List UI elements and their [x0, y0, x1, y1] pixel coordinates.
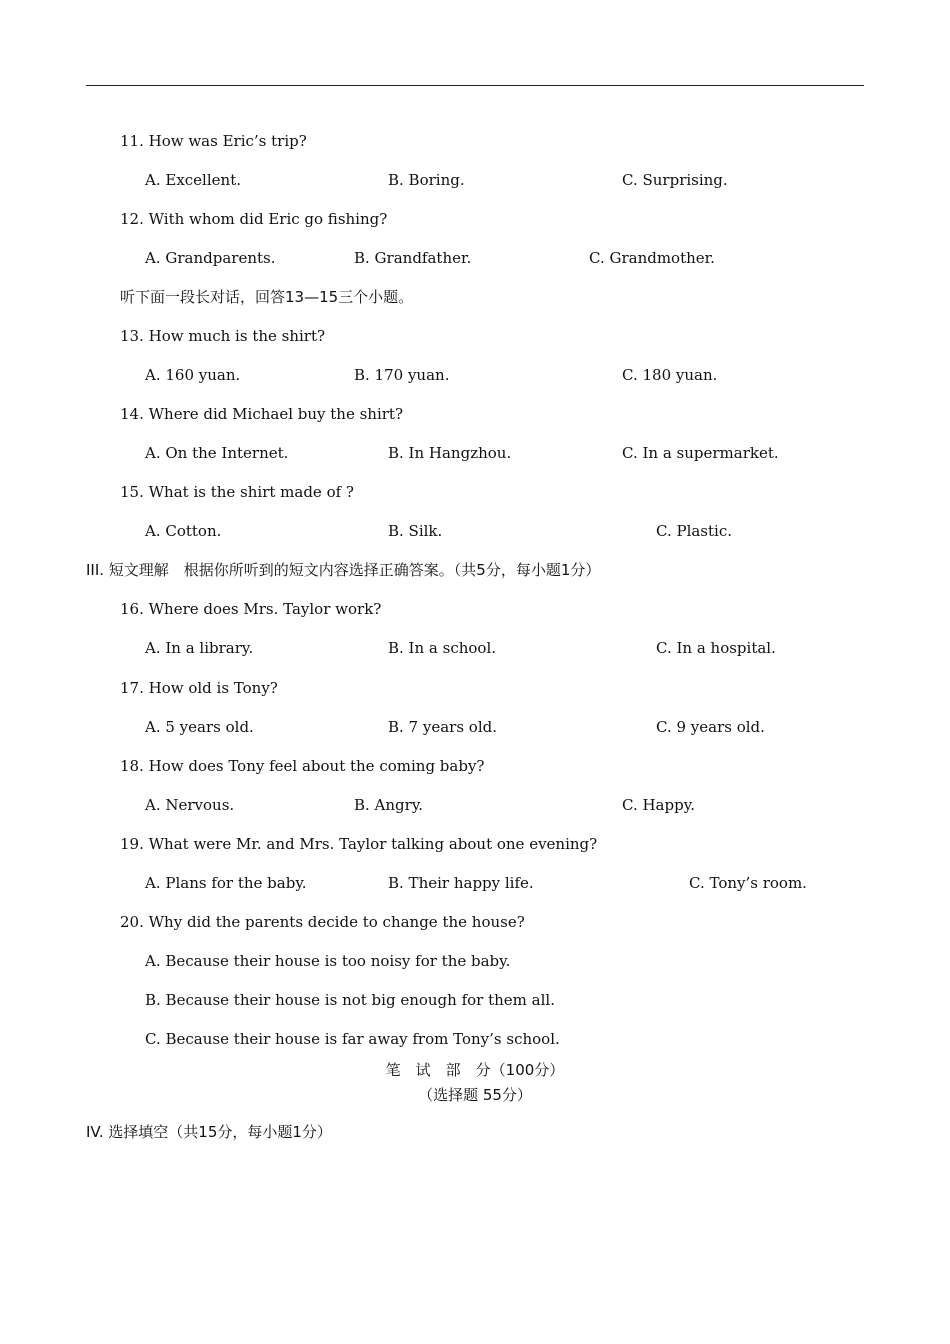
- q16-option-c: C. In a hospital.: [656, 639, 776, 657]
- q14-option-a: A. On the Internet.: [145, 444, 289, 462]
- q16-option-a: A. In a library.: [145, 639, 254, 657]
- q17-option-c: C. 9 years old.: [656, 718, 765, 736]
- q12-option-a: A. Grandparents.: [145, 249, 276, 267]
- q20-option-a: A. Because their house is too noisy for the baby.: [145, 952, 511, 970]
- q14-option-c: C. In a supermarket.: [622, 444, 779, 462]
- question-18: 18. How does Tony feel about the coming baby?: [120, 757, 485, 775]
- question-16: 16. Where does Mrs. Taylor work?: [120, 600, 382, 618]
- q13-option-a: A. 160 yuan.: [145, 366, 241, 384]
- question-19: 19. What were Mr. and Mrs. Taylor talking about one evening?: [120, 835, 598, 853]
- written-section-title: 笔 试 部 分（100分）: [385, 1061, 565, 1079]
- q17-option-a: A. 5 years old.: [145, 718, 254, 736]
- q15-option-a: A. Cotton.: [145, 522, 222, 540]
- question-13: 13. How much is the shirt?: [120, 327, 326, 345]
- question-11: 11. How was Eric’s trip?: [120, 132, 307, 150]
- q13-option-c: C. 180 yuan.: [622, 366, 718, 384]
- section-3-heading: III. 短文理解 根据你所听到的短文内容选择正确答案。（共5分，每小题1分）: [86, 561, 601, 579]
- q12-option-b: B. Grandfather.: [354, 249, 472, 267]
- question-12: 12. With whom did Eric go fishing?: [120, 210, 388, 228]
- q18-option-c: C. Happy.: [622, 796, 695, 814]
- long-dialogue-instruction: 听下面一段长对话，回答13—15三个小题。: [120, 288, 414, 306]
- q17-option-b: B. 7 years old.: [388, 718, 497, 736]
- question-17: 17. How old is Tony?: [120, 679, 278, 697]
- q11-option-b: B. Boring.: [388, 171, 465, 189]
- q18-option-b: B. Angry.: [354, 796, 424, 814]
- q16-option-b: B. In a school.: [388, 639, 497, 657]
- question-14: 14. Where did Michael buy the shirt?: [120, 405, 404, 423]
- header-rule: [86, 85, 864, 86]
- q20-option-b: B. Because their house is not big enough for them all.: [145, 991, 555, 1009]
- q19-option-c: C. Tony’s room.: [689, 874, 807, 892]
- q13-option-b: B. 170 yuan.: [354, 366, 450, 384]
- written-section-subtitle: （选择题 55分）: [418, 1086, 532, 1104]
- q11-option-a: A. Excellent.: [145, 171, 241, 189]
- q18-option-a: A. Nervous.: [145, 796, 235, 814]
- question-20: 20. Why did the parents decide to change the house?: [120, 913, 525, 931]
- q15-option-b: B. Silk.: [388, 522, 443, 540]
- q19-option-a: A. Plans for the baby.: [145, 874, 307, 892]
- q11-option-c: C. Surprising.: [622, 171, 728, 189]
- question-15: 15. What is the shirt made of ?: [120, 483, 354, 501]
- q14-option-b: B. In Hangzhou.: [388, 444, 512, 462]
- q12-option-c: C. Grandmother.: [589, 249, 715, 267]
- section-4-heading: IV. 选择填空（共15分，每小题1分）: [86, 1123, 332, 1141]
- q19-option-b: B. Their happy life.: [388, 874, 534, 892]
- q20-option-c: C. Because their house is far away from Tony’s school.: [145, 1030, 560, 1048]
- q15-option-c: C. Plastic.: [656, 522, 733, 540]
